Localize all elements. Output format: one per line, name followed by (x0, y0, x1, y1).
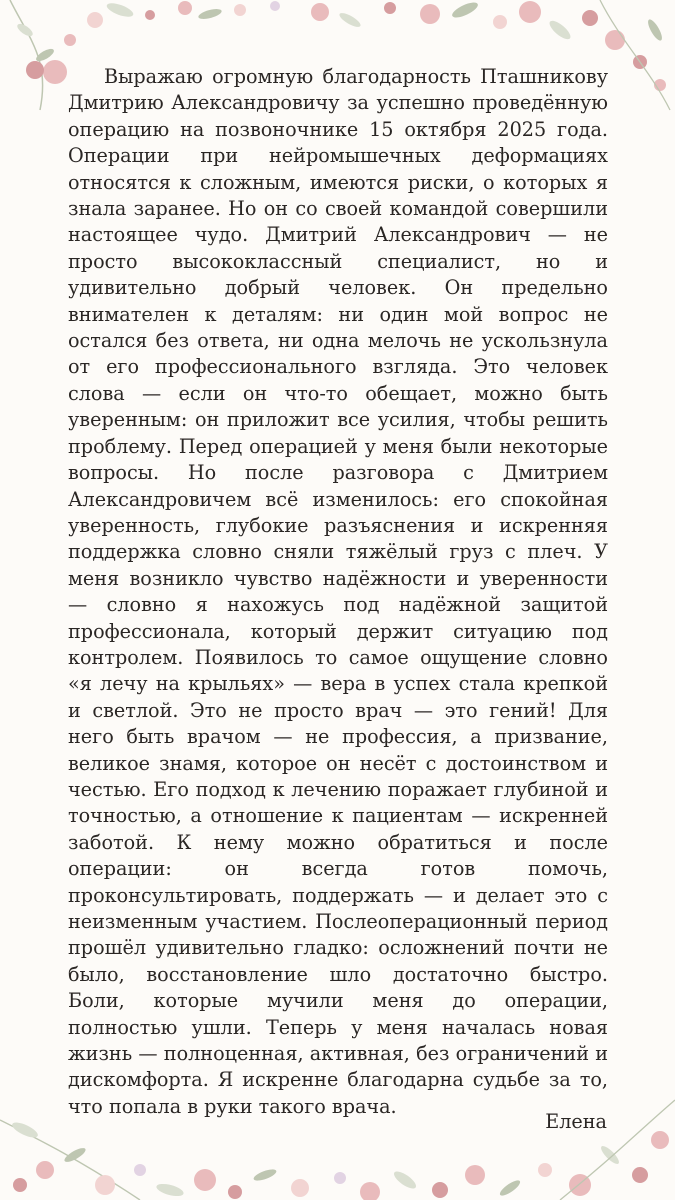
signature: Елена (545, 1110, 607, 1133)
letter-body: Выражаю огромную благодарность Пташникову Дмитрию Александровичу за успешно проведённую операцию на позвоночнике 15 октября 2025 года. Операции при нейромышечных деформациях относятся к сложным, имеются риски, о которых я знала заранее. Но он со своей командой совершили настоящее чудо. Дмитрий Александрович — не просто высококлассный специалист, но и удивительно добрый человек. Он предельно внимателен к деталям: ни один мой вопрос не остался без ответа, ни одна мелочь не ускользнула от его профессионального взгляда. Это человек слова — если он что-то обещает, можно быть уверенным: он приложит все усилия, чтобы решить проблему. Перед операцией у меня были некоторые вопросы. Но после разговора с Дмитрием Александровичем всё изменилось: его спокойная уверенность, глубокие разъяснения и искренняя поддержка словно сняли тяжёлый груз с плеч. У меня возникло чувство надёжности и уверенности — словно я нахожусь под надёжной защитой профессионала, который держит ситуацию под контролем. Появилось то самое ощущение словно «я лечу на крыльях» — вера в успех стала крепкой и светлой. Это не просто врач — это гений! Для него быть врачом — не профессия, а призвание, великое знамя, которое он несёт с достоинством и честью. Его подход к лечению поражает глубиной и точностью, а отношение к пациентам — искренней заботой. К нему можно обратиться и после операции: он всегда готов помочь, проконсультировать, поддержать — и делает это с неизменным участием. Послеоперационный период прошёл удивительно гладко: осложнений почти не было, восстановление шло достаточно быстро. Боли, которые мучили меня до операции, полностью ушли. Теперь у меня началась новая жизнь — полноценная, активная, без ограничений и дискомфорта. Я искренне благодарна судьбе за то, что попала в руки такого врача. (68, 65, 608, 1118)
